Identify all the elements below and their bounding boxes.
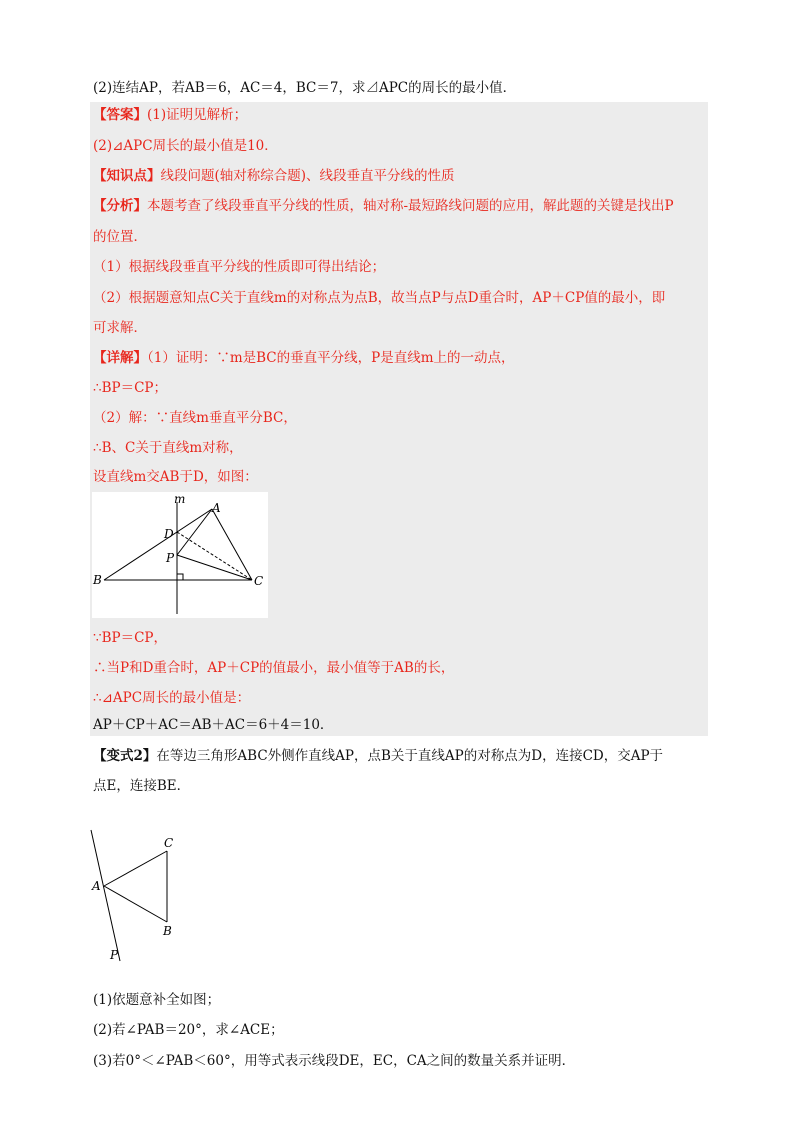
fig1-label-m: m	[174, 492, 186, 506]
subquestion-2: (2)若∠PAB＝20°，求∠ACE；	[93, 1022, 284, 1038]
detail-text-9: AP＋CP＋AC＝AB＋AC＝6＋4＝10．	[93, 717, 334, 733]
fig2-label-b: B	[163, 924, 172, 938]
detail-text-2: ∴BP＝CP；	[93, 380, 168, 396]
variant-text-1: 在等边三角形ABC外侧作直线AP，点B关于直线AP的对称点为D，连接CD，交AP于	[156, 748, 664, 764]
detail-text-1: （1）证明：∵m是BC的垂直平分线，P是直线m上的一动点，	[147, 350, 515, 366]
knowledge-line	[93, 166, 455, 186]
variant-text-2: 点E，连接BE．	[93, 778, 191, 794]
fig1-label-b: B	[93, 573, 102, 587]
subquestion-1: (1)依题意补全如图；	[93, 992, 221, 1008]
detail-text-7: ∴当P和D重合时，AP＋CP的值最小，最小值等于AB的长，	[93, 660, 455, 676]
answer-2: (2)⊿APC周长的最小值是10．	[93, 138, 278, 154]
fig2-label-p: P	[110, 948, 119, 962]
answer-tag: 【答案】	[93, 107, 147, 123]
fig1-label-a: A	[212, 501, 221, 515]
question-2-text: (2)连结AP，若AB＝6，AC＝4，BC＝7，求⊿APC的周长的最小值．	[93, 80, 517, 96]
figure-2-triangle	[88, 826, 188, 966]
detail-line-1	[93, 348, 515, 368]
knowledge-text: 线段问题(轴对称综合题)、线段垂直平分线的性质	[160, 168, 455, 184]
fig1-label-d: D	[164, 527, 174, 541]
variant-line-1	[93, 746, 663, 766]
variant-tag: 【变式2】	[93, 748, 157, 764]
detail-text-4: ∴B、C关于直线m对称，	[93, 440, 243, 456]
fig1-label-c: C	[254, 574, 264, 588]
analysis-text-1: 本题考查了线段垂直平分线的性质，轴对称-最短路线问题的应用，解此题的关键是找出P	[147, 198, 674, 214]
answer-1: (1)证明见解析；	[147, 107, 248, 123]
detail-text-8: ∴⊿APC周长的最小值是：	[93, 690, 251, 706]
fig2-label-c: C	[164, 836, 174, 850]
analysis-text-2: 的位置．	[93, 229, 147, 245]
analysis-text-5: 可求解．	[93, 320, 147, 336]
fig2-label-a: A	[92, 879, 101, 893]
subquestion-3: (3)若0°＜∠PAB＜60°，用等式表示线段DE，EC，CA之间的数量关系并证明．	[93, 1053, 576, 1069]
knowledge-tag: 【知识点】	[93, 168, 161, 184]
detail-text-5: 设直线m交AB于D，如图：	[93, 469, 258, 485]
figure-1-triangle	[92, 492, 268, 618]
answer-line-1	[93, 105, 247, 125]
analysis-text-4: （2）根据题意知点C关于直线m的对称点为点B，故当点P与点D重合时，AP＋CP值的最小，即	[93, 290, 666, 306]
detail-text-6: ∵BP＝CP，	[93, 630, 168, 646]
detail-tag: 【详解】	[93, 350, 147, 366]
fig1-label-p: P	[166, 551, 175, 565]
analysis-text-3: （1）根据线段垂直平分线的性质即可得出结论；	[93, 259, 386, 275]
analysis-tag: 【分析】	[93, 198, 147, 214]
analysis-line-1	[93, 196, 674, 216]
detail-text-3: （2）解：∵直线m垂直平分BC，	[93, 410, 297, 426]
